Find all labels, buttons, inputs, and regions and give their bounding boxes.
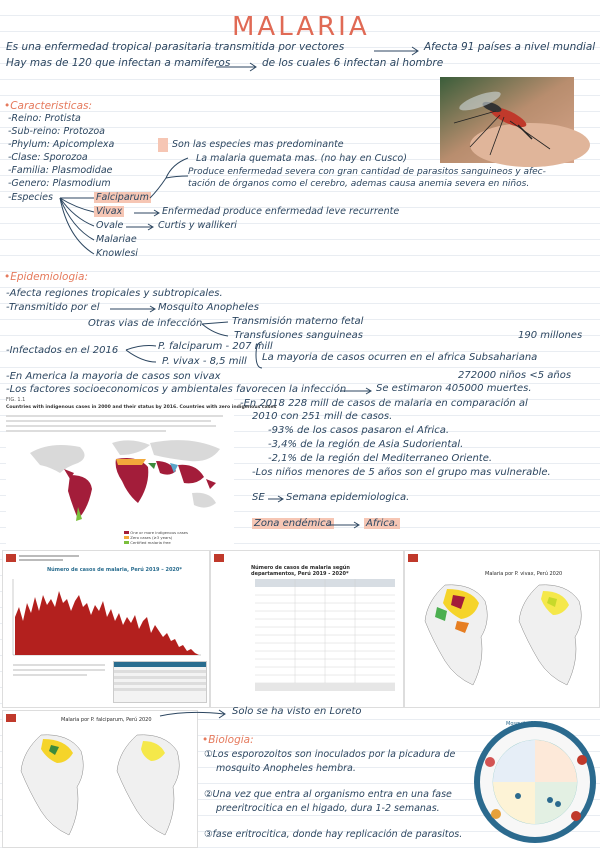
brace-arrow	[124, 340, 160, 368]
epi-line: -Transmitido por el	[6, 302, 100, 313]
bio-step-2b: preeritrocitica en el higado, dura 1-2 semanas.	[216, 803, 440, 814]
page-title: MALARIA	[232, 12, 370, 42]
epi-line: -Infectados en el 2016	[6, 345, 119, 356]
arrow-icon	[108, 304, 158, 314]
chart-bars	[15, 591, 199, 655]
intro-line-2: Hay mas de 120 que infectan a mamiferos	[6, 57, 231, 69]
panel-title: Número de casos de malaria, Perú 2019 – 2020*	[47, 567, 182, 573]
epi-line: Otras vias de infección	[88, 318, 203, 329]
gov-logo	[408, 554, 418, 562]
arrow-icon	[124, 222, 156, 232]
ovale-note: Curtis y wallikeri	[158, 220, 237, 231]
loreto-note: Solo se ha visto en Loreto	[232, 706, 362, 717]
mosquito-photo	[440, 77, 574, 163]
bio-step-2: ②Una vez que entra al organismo entra en una fase	[204, 789, 452, 800]
caracteristicas-heading: •Caracteristicas:	[4, 100, 93, 112]
intro-line-1b: Afecta 91 países a nivel mundial	[424, 41, 596, 53]
epi-line: Transfusiones sanguineas	[234, 330, 363, 341]
list-item: -Phylum: Apicomplexa	[8, 139, 115, 150]
species-falciparum: Falciparum	[96, 192, 149, 203]
panel-malaria-cases	[2, 550, 210, 708]
arrow-icon	[372, 44, 422, 58]
epi-line: 272000 niños <5 años	[458, 370, 572, 381]
panel-vivax-maps	[404, 550, 600, 708]
epi-line: P. falciparum - 207 mill	[158, 341, 273, 352]
epi-line: -Afecta regiones tropicales y subtropicales.	[6, 288, 223, 299]
header-bar	[19, 555, 79, 557]
peru-map-vivax	[415, 581, 499, 691]
table-summary	[113, 661, 207, 703]
species-ovale: Ovale	[96, 220, 124, 231]
header-bar	[19, 559, 63, 561]
falciparum-note-1: La malaria quemata mas. (no hay en Cusco)	[196, 153, 407, 164]
gov-logo	[6, 554, 16, 562]
list-item: -Especies	[8, 192, 53, 203]
intro-line-1: Es una enfermedad tropical parasitaria transmitida por vectores	[6, 41, 345, 53]
arrow-icon	[158, 708, 230, 720]
species-malariae: Malariae	[96, 234, 137, 245]
peru-map-vivax-2	[509, 581, 593, 691]
arrow-icon	[326, 520, 362, 530]
epi-line: Transmisión materno fetal	[232, 316, 364, 327]
se-label: SE	[252, 492, 265, 503]
zona-label: Zona endémica	[254, 518, 332, 529]
intro-line-2b: de los cuales 6 infectan al hombre	[262, 57, 444, 69]
list-item: -Genero: Plasmodium	[8, 178, 111, 189]
epi-line: Se estimaron 405000 muertes.	[376, 383, 532, 394]
bio-step-1: ①Los esporozoitos son inoculados por la picadura de	[204, 749, 456, 760]
panel-title: Número de casos de malaria según departamentos, Perú 2019 - 2020*	[251, 565, 350, 577]
peru-map-falciparum	[11, 731, 95, 841]
stat-line: -En 2018 228 mill de casos de malaria en comparación al	[240, 398, 528, 409]
arrow-icon	[338, 386, 374, 396]
list-item: -Sub-reino: Protozoa	[8, 126, 105, 137]
falciparum-note-2: Produce enfermedad severa con gran cantidad de parasitos sanguineos y afec-	[188, 167, 546, 177]
epi-line: -En America la mayoria de casos son vivax	[6, 371, 221, 382]
panel-title: Malaria por P. vivax, Perú 2020	[485, 571, 563, 577]
panel-department-table	[210, 550, 404, 708]
list-item: -Clase: Sporozoa	[8, 152, 88, 163]
epidemiologia-heading: •Epidemiologia:	[4, 271, 88, 283]
epi-line: -Los factores socioeconomicos y ambientales favorecen la infección	[6, 384, 347, 395]
list-item: -Reino: Protista	[8, 113, 81, 124]
stat-line: -Los niños menores de 5 años son el grupo mas vulnerable.	[252, 467, 551, 478]
species-vivax: Vivax	[96, 206, 123, 217]
se-text: Semana epidemiologica.	[286, 492, 410, 503]
stat-line: -3,4% de la región de Asia Sudoriental.	[268, 439, 464, 450]
bio-step-3: ③fase eritrocitica, donde hay replicación de parasitos.	[204, 829, 463, 840]
stat-line: 2010 con 251 mill de casos.	[252, 411, 393, 422]
biologia-heading: •Biologia:	[202, 734, 254, 746]
figure-title: Countries with indigenous cases in 2000 and their status by 2016. Countries with zero indigenous cases	[6, 405, 277, 410]
falciparum-note-3: tación de órganos como el cerebro, ademas causa anemia severa en niños.	[188, 179, 530, 189]
epi-line: P. vivax - 8,5 mill	[162, 356, 247, 367]
species-knowlesi: Knowlesi	[96, 248, 138, 259]
figure-label: FIG. 1.1	[6, 397, 26, 403]
arrow-icon	[266, 494, 286, 504]
cases-bar-chart	[11, 577, 203, 657]
vivax-note: Enfermedad produce enfermedad leve recurrente	[162, 206, 400, 217]
note-predominant: Son las especies mas predominante	[172, 139, 344, 150]
stat-line: -93% de los casos pasaron el Africa.	[268, 425, 450, 436]
stat-line: -2,1% de la región del Mediterraneo Oriente.	[268, 453, 493, 464]
figure-notes	[6, 413, 234, 432]
life-cycle-diagram	[472, 716, 598, 846]
zona-text: Africa.	[366, 518, 399, 529]
bio-step-1b: mosquito Anopheles hembra.	[216, 763, 356, 774]
gov-logo	[6, 714, 16, 722]
department-table	[255, 579, 395, 699]
peru-map-falciparum-2	[107, 731, 191, 841]
cycle-title: Mosquito Stages	[506, 721, 548, 727]
map-legend: One or more indigenous cases Zero cases (≥3 years) Certified malaria free	[124, 531, 188, 546]
epi-line: La mayoria de casos ocurren en el africa Subsahariana	[262, 352, 538, 363]
brace-arrow	[200, 316, 234, 342]
arrow-icon	[214, 60, 260, 74]
list-item: -Familia: Plasmodidae	[8, 165, 113, 176]
notes-block	[13, 661, 105, 676]
panel-falciparum-maps	[2, 710, 198, 848]
epi-line: 190 millones	[518, 330, 583, 341]
gov-logo	[214, 554, 224, 562]
world-map	[20, 433, 230, 525]
epi-line: Mosquito Anopheles	[158, 302, 259, 313]
who-figure	[6, 397, 277, 545]
panel-title: Malaria por P. falciparum, Perú 2020	[61, 717, 152, 723]
arrow-icon	[132, 208, 162, 218]
